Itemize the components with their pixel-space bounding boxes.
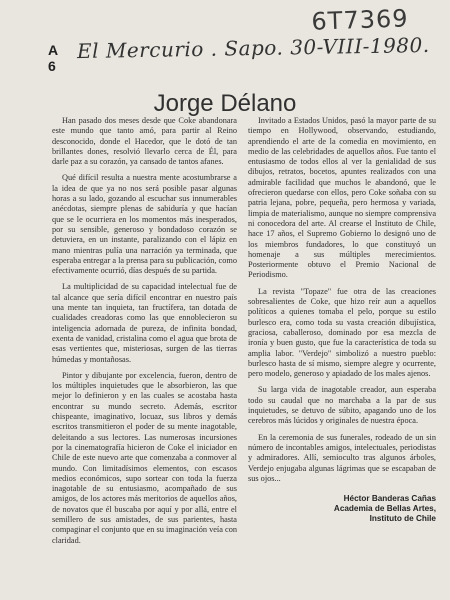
page-header bbox=[48, 32, 431, 74]
article-column-right bbox=[248, 116, 436, 586]
paragraph: Han pasado dos meses desde que Coke abandonara este mundo que tanto amó, para partir al Reino desconocido, donde el Hacedor, que le dotó de tan brillantes dones, resolvió llevarlo cerca de Él, para darle paz a su corazón, ya cansado de tantos afanes. bbox=[52, 116, 237, 167]
author-institution: Instituto de Chile bbox=[369, 514, 436, 524]
author-affiliation: Academia de Bellas Artes, bbox=[333, 504, 436, 514]
article-column-left bbox=[52, 116, 237, 586]
author-name: Héctor Banderas Cañas bbox=[343, 494, 436, 504]
paragraph: Su larga vida de inagotable creador, aun esperaba todo su caudal que no marchaba a la par de sus inquietudes, se detuvo de súbito, apagando uno de los cerebros más lúcidos y originales de nuestra época. bbox=[248, 385, 436, 426]
article-title: Jorge Délano bbox=[153, 90, 297, 118]
paragraph: Pintor y dibujante por excelencia, fueron, dentro de los múltiples inquietudes que le absorbieron, las que mejor lo definieron y en las cuales se acostaba hasta encontrar su mundo secreto. Además, escritor chispeante, imaginativo, locuaz, sus libros y demás escritos transmitieron el poder de su mente inagotable, deleitando a sus lectores. Las numerosas incursiones por la cinematografía hicieron de Coke el iniciador en Chile de este nuevo arte que comenzaba a conmover al mundo. Con limitadísimos elementos, con escasos medios económicos, supo sortear con toda la fuerza inagotable de su entusiasmo, acompañado de sus amigos, de los actores más meritorios de aquellos años, de novatos que él buscaba por aquí y por allá, entre el semillero de sus amistades, de sus parientes, hasta compaginar el conjunto que en su imaginación veía con claridad. bbox=[52, 370, 237, 545]
source-note: El Mercurio . Sapo. 30-VIII-1980. bbox=[77, 32, 431, 64]
paragraph: La revista "Topaze" fue otra de las creaciones sobresalientes de Coke, que hizo reír aun a aquellos políticos a quienes tomaba el pelo, porque su estilo burlesco era, como toda su vasta creación dibujística, graciosa, caballeroso, dominado por esa mezcla de ironía y buen gusto, que fue la característica de toda su amplia labor. "Verdejo" simbolizó a nuestro pueblo: burlesco hasta de sí mismo, siempre alegre y ocurrente, pero modelo, generoso y apiadado de los males ajenos. bbox=[248, 286, 436, 379]
archive-code: 6T7369 bbox=[311, 4, 409, 36]
paragraph: Qué difícil resulta a nuestra mente acostumbrarse a la idea de que ya no nos será posible pasar algunas horas a su lado, gozando al escuchar sus innumerables anécdotas, siempre plenas de sabiduría y que hacían que se le ocurriera en los momentos más inesperados, por su sensible, generoso y bondadoso corazón se detuviera, en un instante, paralizando con el lápiz en mano mientras pulía una narración ya terminada, que esperaba entregar a la prensa para su publicación, como efectivamente ocurrió, días después de su partida. bbox=[52, 173, 237, 276]
section-label: A 6 bbox=[48, 42, 58, 74]
author-signature bbox=[248, 494, 436, 524]
paragraph: Invitado a Estados Unidos, pasó la mayor parte de su tiempo en Hollywood, observando, estudiando, aprendiendo el arte de la comedia en movimiento, en medio de las celebridades de aquellos años. Fue tanto el entusiasmo de todos ellos al ver la genialidad de sus dibujos, retratos, bocetos, apuntes realizados con una admirable facilidad que muchos le abandonó, que le ofrecieron quedarse con ellos, pero Coke soñaba con su patria lejana, pobre, pequeña, pero hermosa y variada, limpia de materialismo, aunque no siempre comprensiva ni conocedora del arte. Al crearse el Instituto de Chile, hace 17 años, el Supremo Gobierno lo designó uno de los miembros fundadores, lo que constituyó un homenaje a sus múltiples merecimientos. Posteriormente obtuvo el Premio Nacional de Periodismo. bbox=[248, 116, 436, 280]
paragraph: La multiplicidad de su capacidad intelectual fue de tal alcance que sería difícil encontrar en nuestro país una mente tan inquieta, tan fructífera, tan dotada de cualidades creadoras como las que ennoblecieron su inteligencia adornada de pureza, de infinita bondad, exenta de vanidad, cristalina como el agua que brota de esas vertientes que, misteriosas, surgen de las tierras húmedas y montañosas. bbox=[52, 282, 237, 364]
paragraph: En la ceremonia de sus funerales, rodeado de un sin número de incontables amigos, intelectuales, periodistas y admiradores. Allí, semioculto tras algunos árboles, Verdejo enjugaba algunas lágrimas que se escapaban de sus ojos... bbox=[248, 432, 436, 483]
